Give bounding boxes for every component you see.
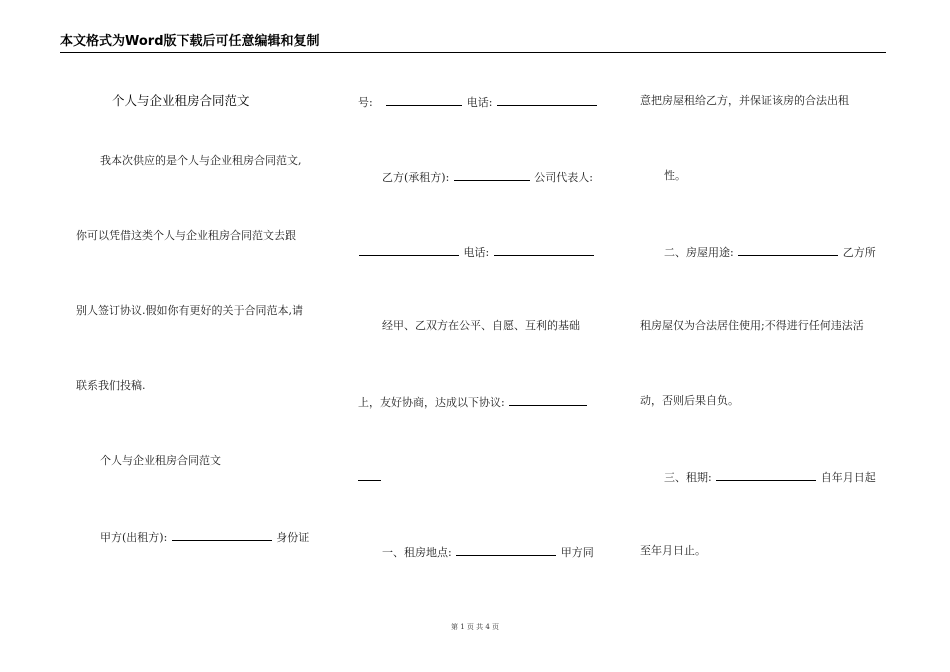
rental-location-line [382,544,594,560]
rental-location-field[interactable] [456,544,556,556]
agreement-field[interactable] [509,394,587,406]
party-a-label: 甲方(出租方): [100,531,168,544]
company-rep-label: 公司代表人: [534,171,594,184]
phone-label: 电话: [463,246,490,259]
agreement-line [358,394,588,410]
party-b-phone-line [358,244,595,260]
document-title: 个人与企业租房合同范文 [112,93,250,108]
lease-term-line [664,469,876,485]
page-footer: 第 1 页 共 4 页 [450,623,500,631]
paragraph-line: 意把房屋租给乙方，并保证该房的合法出租 [640,94,849,107]
paragraph-line: 动，否则后果自负。 [640,394,739,407]
phone-field[interactable] [494,244,594,256]
lease-term-field[interactable] [716,469,816,481]
phone-field[interactable] [497,94,597,106]
company-rep-field[interactable] [359,244,459,256]
start-date-text: 自年月日起 [820,471,876,484]
party-b-line [382,169,593,185]
paragraph-line: 经甲、乙双方在公平、自愿、互利的基础 [382,319,580,332]
id-number-field[interactable] [386,94,462,106]
party-b-rented-text: 乙方所 [842,246,876,259]
paragraph-line: 我本次供应的是个人与企业租房合同范文, [100,154,302,167]
header-title: 本文格式为Word版下载后可任意编辑和复制 [60,34,320,49]
page-header [60,34,886,53]
agreement-text: 上，友好协商，达成以下协议: [358,396,505,409]
paragraph-line: 别人签订协议.假如你有更好的关于合同范本,请 [76,304,303,317]
party-a-line [100,529,309,545]
party-a-agrees-text: 甲方同 [560,546,594,559]
lease-term-label: 三、租期: [664,471,712,484]
party-b-label: 乙方(承租方): [382,171,450,184]
id-label: 身份证 [276,531,310,544]
blank-line [358,469,381,485]
house-use-field[interactable] [738,244,838,256]
id-phone-line [358,94,598,110]
rental-location-label: 一、租房地点: [382,546,452,559]
id-number-label: 号: [358,96,373,109]
paragraph-line: 你可以凭借这类个人与企业租房合同范文去跟 [76,229,296,242]
contract-subtitle: 个人与企业租房合同范文 [100,454,221,467]
paragraph-line: 性。 [664,169,686,182]
paragraph-line: 联系我们投稿. [76,379,146,392]
party-a-name-field[interactable] [172,529,272,541]
house-use-label: 二、房屋用途: [664,246,734,259]
paragraph-line: 租房屋仅为合法居住使用;不得进行任何违法活 [640,319,864,332]
party-b-name-field[interactable] [454,169,530,181]
paragraph-line: 至年月日止。 [640,544,706,557]
phone-label: 电话: [466,96,493,109]
house-use-line [664,244,876,260]
continuation-field[interactable] [358,469,381,481]
